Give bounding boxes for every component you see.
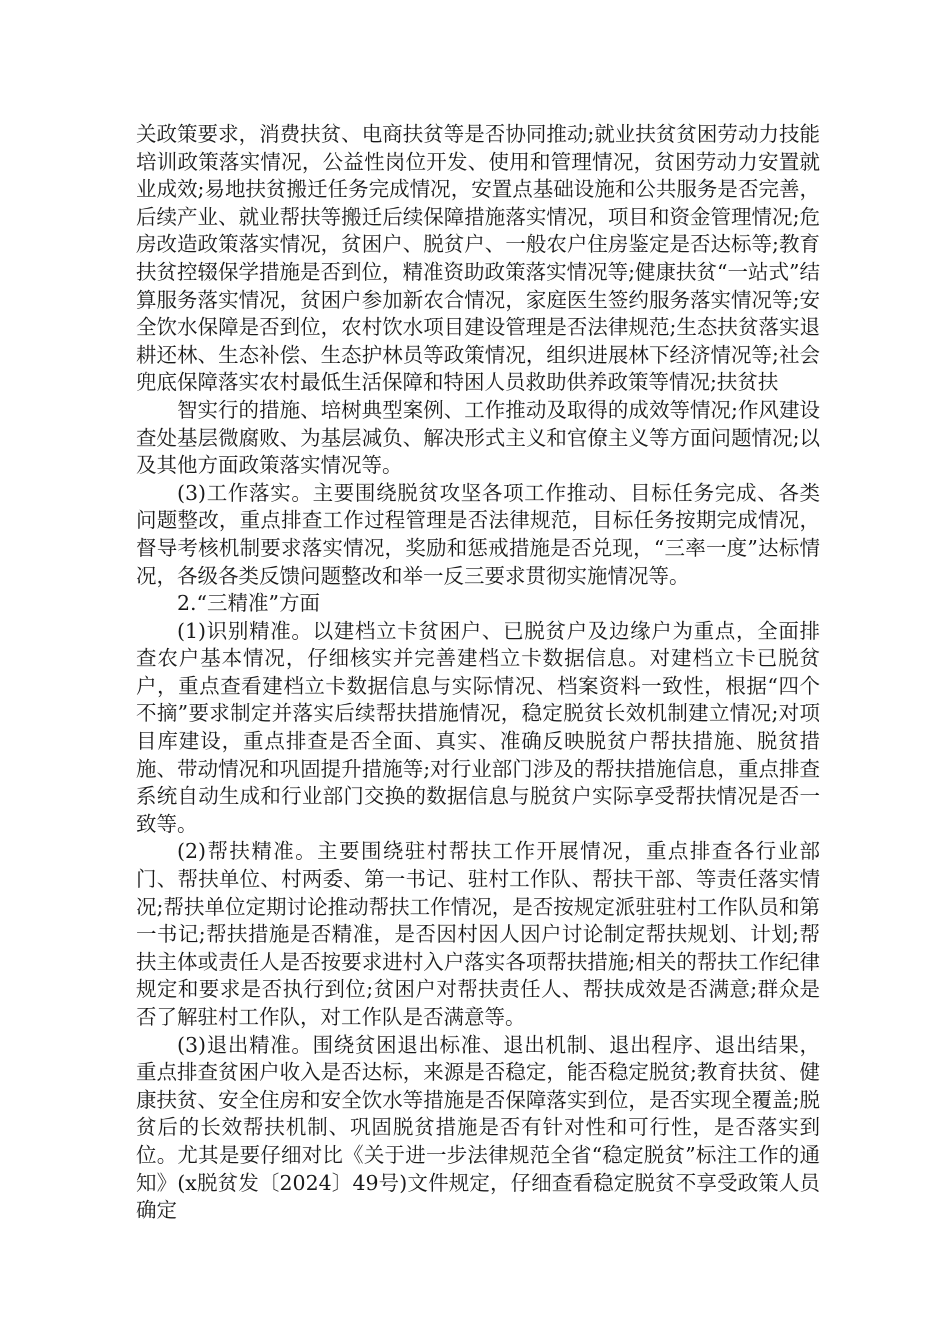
paragraph-policy-continuation: 关政策要求，消费扶贫、电商扶贫等是否协同推动;就业扶贫贫困劳动力技能培训政策落实情况，公益性岗位开发、使用和管理情况，贫困劳动力安置就业成效;易地扶贫搬迁任务完成情况，安置点基础设施和公共服务是否完善，后续产业、就业帮扶等搬迁后续保障措施落实情况，项目和资金管理情况;危房改造政策落实情况，贫困户、脱贫户、一般农户住房鉴定是否达标等;教育扶贫控辍保学措施是否到位，精准资助政策落实情况等;健康扶贫“一站式”结算服务落实情况，贫困户参加新农合情况，家庭医生签约服务落实情况等;安全饮水保障是否到位，农村饮水项目建设管理是否法律规范;生态扶贫落实退耕还林、生态补偿、生态护林员等政策情况，组织进展林下经济情况等;社会兜底保障落实农村最低生活保障和特困人员救助供养政策等情况;扶贫扶 — [136, 122, 820, 395]
section-heading-three-precision: 2.“三精准”方面 — [177, 591, 321, 616]
paragraph-assistance-precision: (2)帮扶精准。主要围绕驻村帮扶工作开展情况，重点排查各行业部门、帮扶单位、村两委、第一书记、驻村工作队、帮扶干部、等责任落实情况;帮扶单位定期讨论推动帮扶工作情况，是否按规定派驻驻村工作队员和第一书记;帮扶措施是否精准，是否因村因人因户讨论制定帮扶规划、计划;帮扶主体或责任人是否按要求进村入户落实各项帮扶措施;相关的帮扶工作纪律规定和要求是否执行到位;贫困户对帮扶责任人、帮扶成效是否满意;群众是否了解驻村工作队，对工作队是否满意等。 — [136, 839, 820, 1029]
paragraph-work-implementation: (3)工作落实。主要围绕脱贫攻坚各项工作推动、目标任务完成、各类问题整改，重点排查工作过程管理是否法律规范，目标任务按期完成情况，督导考核机制要求落实情况，奖励和惩戒措施是否兑现，“三率一度”达标情况，各级各类反馈问题整改和举一反三要求贯彻实施情况等。 — [136, 480, 820, 588]
paragraph-style-construction: 智实行的措施、培树典型案例、工作推动及取得的成效等情况;作风建设查处基层微腐败、为基层减负、解决形式主义和官僚主义等方面问题情况;以及其他方面政策落实情况等。 — [136, 397, 820, 478]
paragraph-identification-precision: (1)识别精准。以建档立卡贫困户、已脱贫户及边缘户为重点，全面排查农户基本情况，仔细核实并完善建档立卡数据信息。对建档立卡已脱贫户，重点查看建档立卡数据信息与实际情况、档案资料一致性，根据“四个不摘”要求制定并落实后续帮扶措施情况，稳定脱贫长效机制建立情况;对项目库建设，重点排查是否全面、真实、准确反映脱贫户帮扶措施、脱贫措施、带动情况和巩固提升措施等;对行业部门涉及的帮扶措施信息，重点排查系统自动生成和行业部门交换的数据信息与脱贫户实际享受帮扶情况是否一致等。 — [136, 618, 820, 836]
document-body — [136, 121, 820, 1225]
paragraph-exit-precision: (3)退出精准。围绕贫困退出标准、退出机制、退出程序、退出结果，重点排查贫困户收入是否达标，来源是否稳定，能否稳定脱贫;教育扶贫、健康扶贫、安全住房和安全饮水等措施是否保障落实到位，是否实现全覆盖;脱贫后的长效帮扶机制、巩固脱贫措施是否有针对性和可行性，是否落实到位。尤其是要仔细对比《关于进一步法律规范全省“稳定脱贫”标注工作的通知》(x脱贫发〔2024〕49号)文件规定，仔细查看稳定脱贫不享受政策人员确定 — [136, 1032, 820, 1223]
